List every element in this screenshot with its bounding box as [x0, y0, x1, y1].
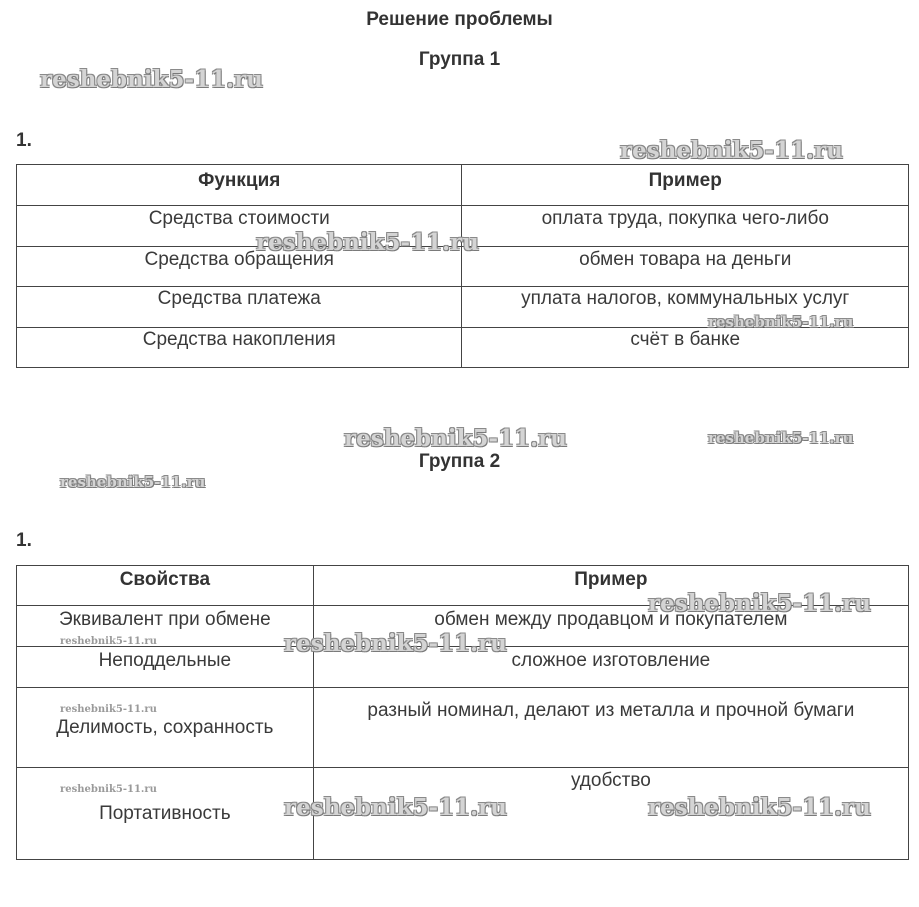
watermark: reshebnik5-11.ru [60, 704, 157, 715]
group2-heading: Группа 2 [418, 451, 501, 472]
table-cell: Эквивалент при обмене [17, 606, 314, 647]
table-cell: сложное изготовление [313, 647, 908, 688]
watermark: reshebnik5-11.ru [60, 473, 206, 491]
watermark: reshebnik5-11.ru [60, 636, 157, 647]
table-row [17, 206, 909, 247]
table-header-row [17, 165, 909, 206]
table-cell: Средства платежа [17, 287, 462, 328]
watermark: reshebnik5-11.ru [708, 429, 854, 447]
table-cell: обмен между продавцом и покупателем [313, 606, 908, 647]
watermark: reshebnik5-11.ru [708, 313, 854, 331]
column-header-function: Функция [17, 165, 462, 206]
watermark: reshebnik5-11.ru [344, 425, 567, 452]
watermark: reshebnik5-11.ru [620, 137, 843, 164]
table-row [17, 647, 909, 688]
group1-task-number: 1. [16, 130, 32, 151]
watermark: reshebnik5-11.ru [60, 784, 157, 795]
table-cell: уплата налогов, коммунальных услуг [462, 287, 909, 328]
table-header-row [17, 566, 909, 606]
table-cell: оплата труда, покупка чего-либо [462, 206, 909, 247]
column-header-properties: Свойства [17, 566, 314, 606]
page-title: Решение проблемы [366, 9, 553, 30]
table-cell: обмен товара на деньги [462, 247, 909, 287]
table-row [17, 606, 909, 647]
watermark: reshebnik5-11.ru [284, 794, 507, 821]
watermark: reshebnik5-11.ru [648, 590, 871, 617]
table-row [17, 287, 909, 328]
watermark: reshebnik5-11.ru [648, 794, 871, 821]
table-cell: счёт в банке [462, 328, 909, 368]
group1-table [16, 164, 909, 368]
group2-table [16, 565, 909, 860]
table-cell: Делимость, сохранность [17, 688, 314, 768]
table-row [17, 688, 909, 768]
table-cell: Средства обращения [17, 247, 462, 287]
table-row [17, 768, 909, 860]
table-cell: Средства стоимости [17, 206, 462, 247]
column-header-example: Пример [313, 566, 908, 606]
table-cell: Портативность [17, 768, 314, 860]
table-cell: Средства накопления [17, 328, 462, 368]
table-row [17, 247, 909, 287]
watermark: reshebnik5-11.ru [40, 66, 263, 93]
table-cell: разный номинал, делают из металла и прочной бумаги [313, 688, 908, 768]
group1-heading: Группа 1 [418, 49, 501, 70]
watermark: reshebnik5-11.ru [284, 630, 507, 657]
group2-task-number: 1. [16, 530, 32, 551]
table-row [17, 328, 909, 368]
column-header-example: Пример [462, 165, 909, 206]
table-cell: удобство [313, 768, 908, 860]
watermark: reshebnik5-11.ru [256, 229, 479, 256]
table-cell: Неподдельные [17, 647, 314, 688]
